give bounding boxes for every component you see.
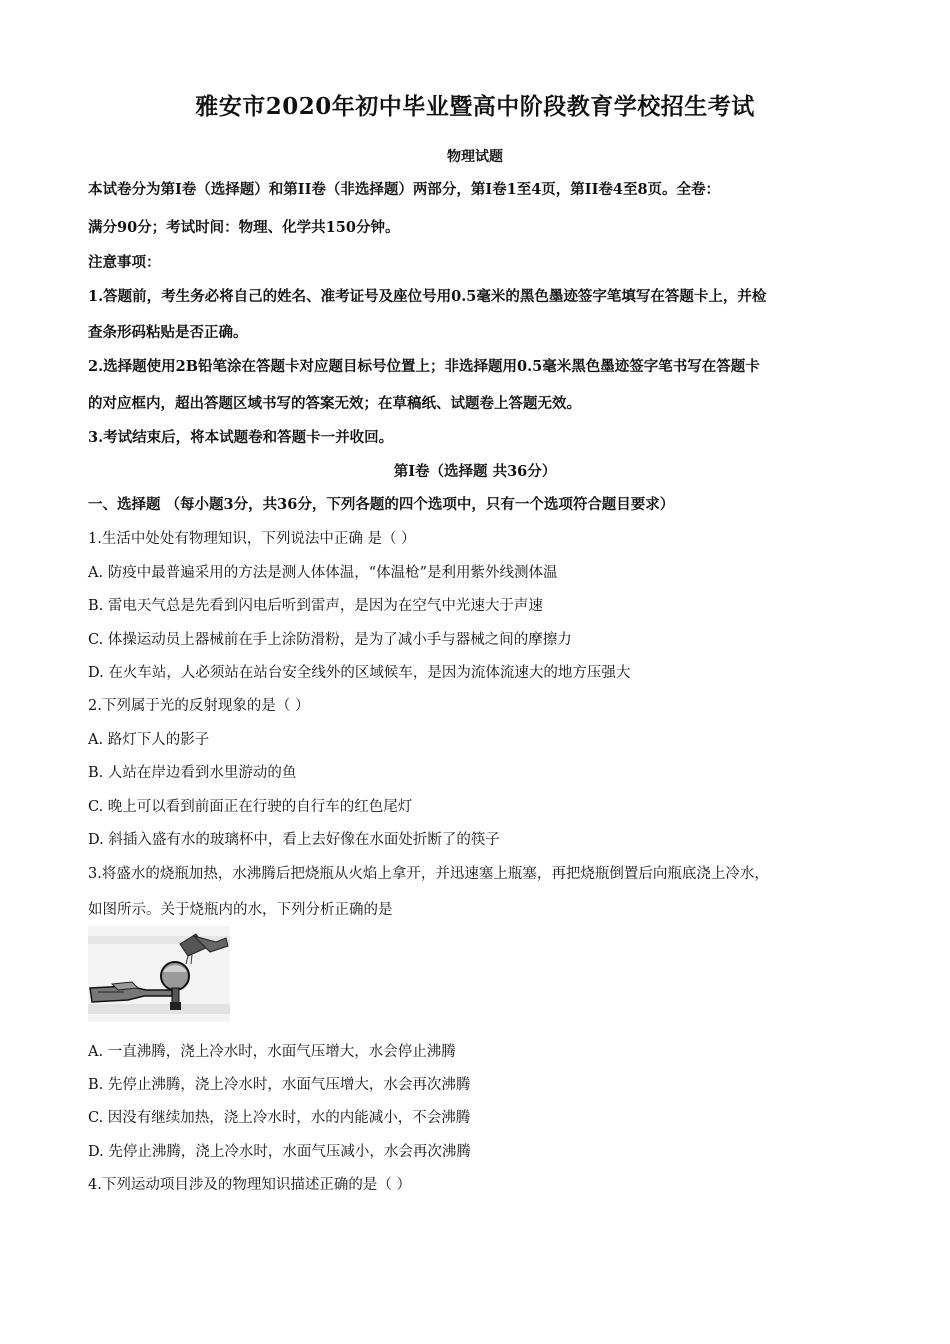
intro-line-1: 本试卷分为第I卷（选择题）和第II卷（非选择题）两部分，第I卷1至4页，第II卷4至8页。全卷： [88, 181, 721, 198]
q2-option-c: C. 晚上可以看到前面正在行驶的自行车的红色尾灯 [88, 799, 413, 815]
q2-option-d: D. 斜插入盛有水的玻璃杯中，看上去好像在水面处折断了的筷子 [88, 832, 500, 848]
note-1-line-2: 查条形码粘贴是否正确。 [88, 324, 248, 341]
page-title: 雅安市2020年初中毕业暨高中阶段教育学校招生考试 [195, 93, 755, 120]
q3-stem-line-1: 3.将盛水的烧瓶加热，水沸腾后把烧瓶从火焰上拿开，并迅速塞上瓶塞，再把烧瓶倒置后向瓶底浇上冷水， [88, 866, 769, 882]
q1-stem: 1.生活中处处有物理知识，下列说法中正确 是（ ） [88, 531, 416, 547]
page-subtitle: 物理试题 [447, 149, 503, 165]
section-title: 第I卷（选择题 共36分） [393, 463, 557, 480]
section-heading: 一、选择题 （每小题3分，共36分，下列各题的四个选项中，只有一个选项符合题目要求） [88, 496, 675, 513]
intro-line-2: 满分90分；考试时间：物理、化学共150分钟。 [88, 219, 400, 236]
note-1-line-1: 1.答题前，考生务必将自己的姓名、准考证号及座位号用0.5毫米的黑色墨迹签字笔填写在答题卡上，并检 [88, 288, 767, 305]
q3-option-a: A. 一直沸腾，浇上冷水时，水面气压增大，水会停止沸腾 [88, 1044, 456, 1060]
q3-option-c: C. 因没有继续加热，浇上冷水时，水的内能减小，不会沸腾 [88, 1110, 471, 1126]
q1-option-c: C. 体操运动员上器械前在手上涂防滑粉，是为了减小手与器械之间的摩擦力 [88, 632, 572, 648]
q1-option-a: A. 防疫中最普遍采用的方法是测人体体温，“体温枪”是利用紫外线测体温 [88, 565, 558, 581]
q2-option-a: A. 路灯下人的影子 [88, 732, 210, 748]
note-2-line-1: 2.选择题使用2B铅笔涂在答题卡对应题目标号位置上；非选择题用0.5毫米黑色墨迹签字笔书写在答题卡 [88, 358, 760, 375]
q3-option-b: B. 先停止沸腾，浇上冷水时，水面气压增大，水会再次沸腾 [88, 1077, 471, 1093]
q1-option-b: B. 雷电天气总是先看到闪电后听到雷声，是因为在空气中光速大于声速 [88, 598, 543, 614]
note-3: 3.考试结束后，将本试题卷和答题卡一并收回。 [88, 429, 394, 446]
q2-option-b: B. 人站在岸边看到水里游动的鱼 [88, 765, 297, 781]
q1-option-d: D. 在火车站，人必须站在站台安全线外的区域候车，是因为流体流速大的地方压强大 [88, 665, 631, 681]
note-2-line-2: 的对应框内，超出答题区域书写的答案无效；在草稿纸、试题卷上答题无效。 [88, 395, 581, 412]
q2-stem: 2.下列属于光的反射现象的是（ ） [88, 698, 310, 714]
q3-option-d: D. 先停止沸腾，浇上冷水时，水面气压减小，水会再次沸腾 [88, 1144, 471, 1160]
flask-figure [88, 926, 230, 1022]
q4-stem: 4.下列运动项目涉及的物理知识描述正确的是（ ） [88, 1177, 411, 1193]
notes-heading: 注意事项： [88, 254, 161, 271]
q3-stem-line-2: 如图所示。关于烧瓶内的水，下列分析正确的是 [88, 902, 393, 918]
